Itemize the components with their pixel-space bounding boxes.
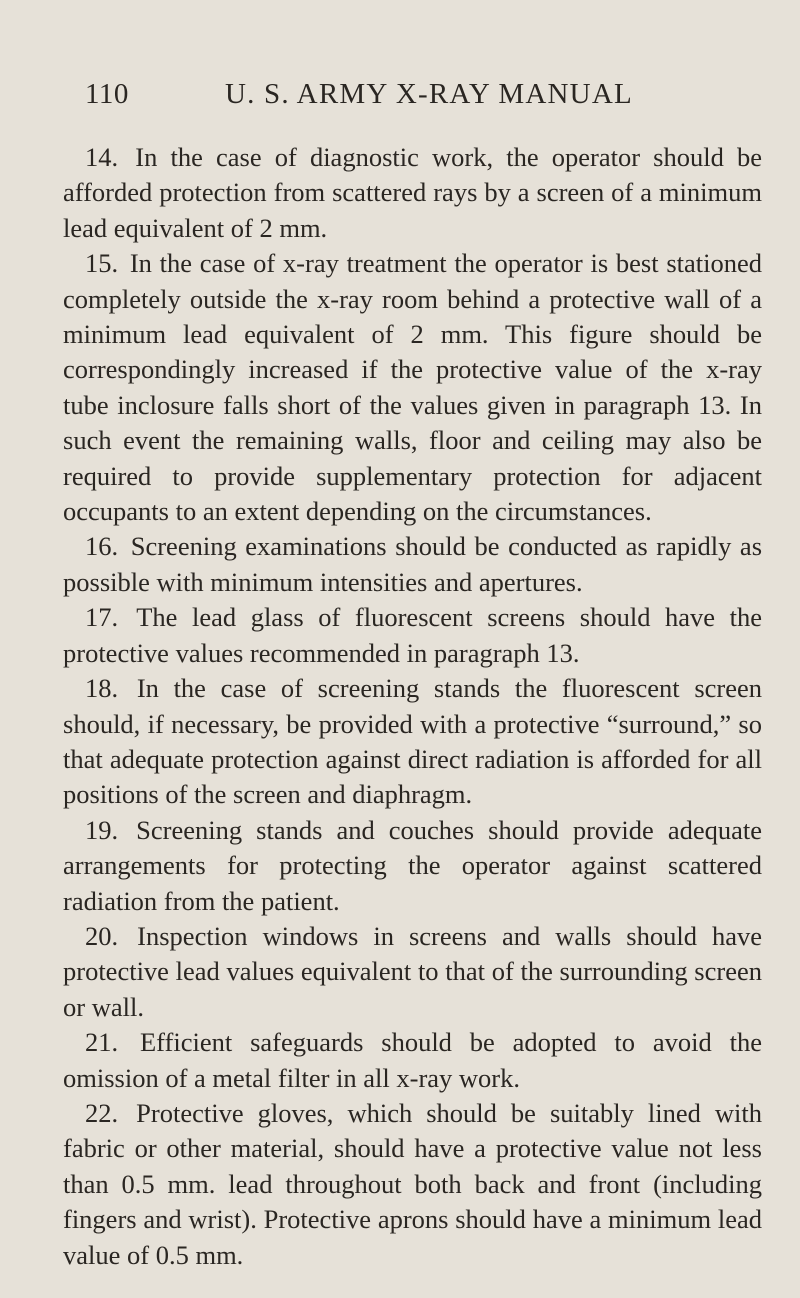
paragraph-number: 20.: [85, 920, 119, 951]
paragraph-number: 19.: [85, 814, 119, 845]
page-header: [63, 78, 762, 118]
running-head: U. S. ARMY X-RAY MANUAL: [225, 78, 633, 110]
paragraph-text: The lead glass of fluorescent screens should have the protective values recommended in paragraph 13.: [63, 602, 762, 668]
paragraph-15: [63, 246, 762, 529]
paragraph-21: [63, 1025, 762, 1096]
paragraph-14: [63, 140, 762, 246]
paragraph-text: In the case of x-ray treatment the operator is best stationed completely outside the x-ray room behind a protective wall of a minimum lead equivalent of 2 mm. This figure should be correspondingly increased if the protective value of the x-ray tube inclosure falls short of the values given in paragraph 13. In such event the remaining walls, floor and ceiling may also be required to provide supplementary protection for adjacent occupants to an extent depending on the circumstances.: [63, 248, 762, 527]
paragraph-number: 17.: [85, 602, 119, 633]
body-text: [63, 140, 762, 1273]
paragraph-number: 15.: [85, 248, 119, 279]
paragraph-number: 16.: [85, 531, 119, 562]
page-number: 110: [85, 78, 129, 110]
paragraph-text: Protective gloves, which should be suitably lined with fabric or other material, should have a protective value not less than 0.5 mm. lead throughout both back and front (including fingers and wrist). Protective aprons should have a minimum lead value of 0.5 mm.: [63, 1097, 763, 1270]
paragraph-16: [63, 529, 762, 600]
paragraph-number: 14.: [85, 142, 119, 172]
paragraph-text: In the case of diagnostic work, the operator should be afforded protection from scattered rays by a screen of a minimum lead equivalent of 2 mm.: [63, 142, 762, 243]
paragraph-22: [63, 1096, 762, 1273]
paragraph-20: [63, 919, 762, 1025]
paragraph-number: 18.: [85, 673, 119, 704]
paragraph-number: 21.: [85, 1027, 119, 1058]
paragraph-17: [63, 600, 762, 671]
paragraph-text: In the case of screening stands the fluorescent screen should, if necessary, be provided with a protective “surround,” so that adequate protection against direct radiation is afforded for all positions of the screen and diaphragm.: [63, 673, 762, 810]
paragraph-18: [63, 671, 762, 813]
paragraph-text: Screening stands and couches should provide adequate arrangements for protecting the operator against scattered radiation from the patient.: [63, 814, 763, 916]
paragraph-text: Screening examinations should be conducted as rapidly as possible with minimum intensities and apertures.: [63, 531, 763, 597]
paragraph-text: Inspection windows in screens and walls should have protective lead values equivalent to that of the surrounding screen or wall.: [63, 920, 763, 1022]
paragraph-19: [63, 813, 762, 919]
paragraph-text: Efficient safeguards should be adopted to avoid the omission of a metal filter in all x-ray work.: [63, 1027, 763, 1093]
paragraph-number: 22.: [85, 1097, 119, 1128]
